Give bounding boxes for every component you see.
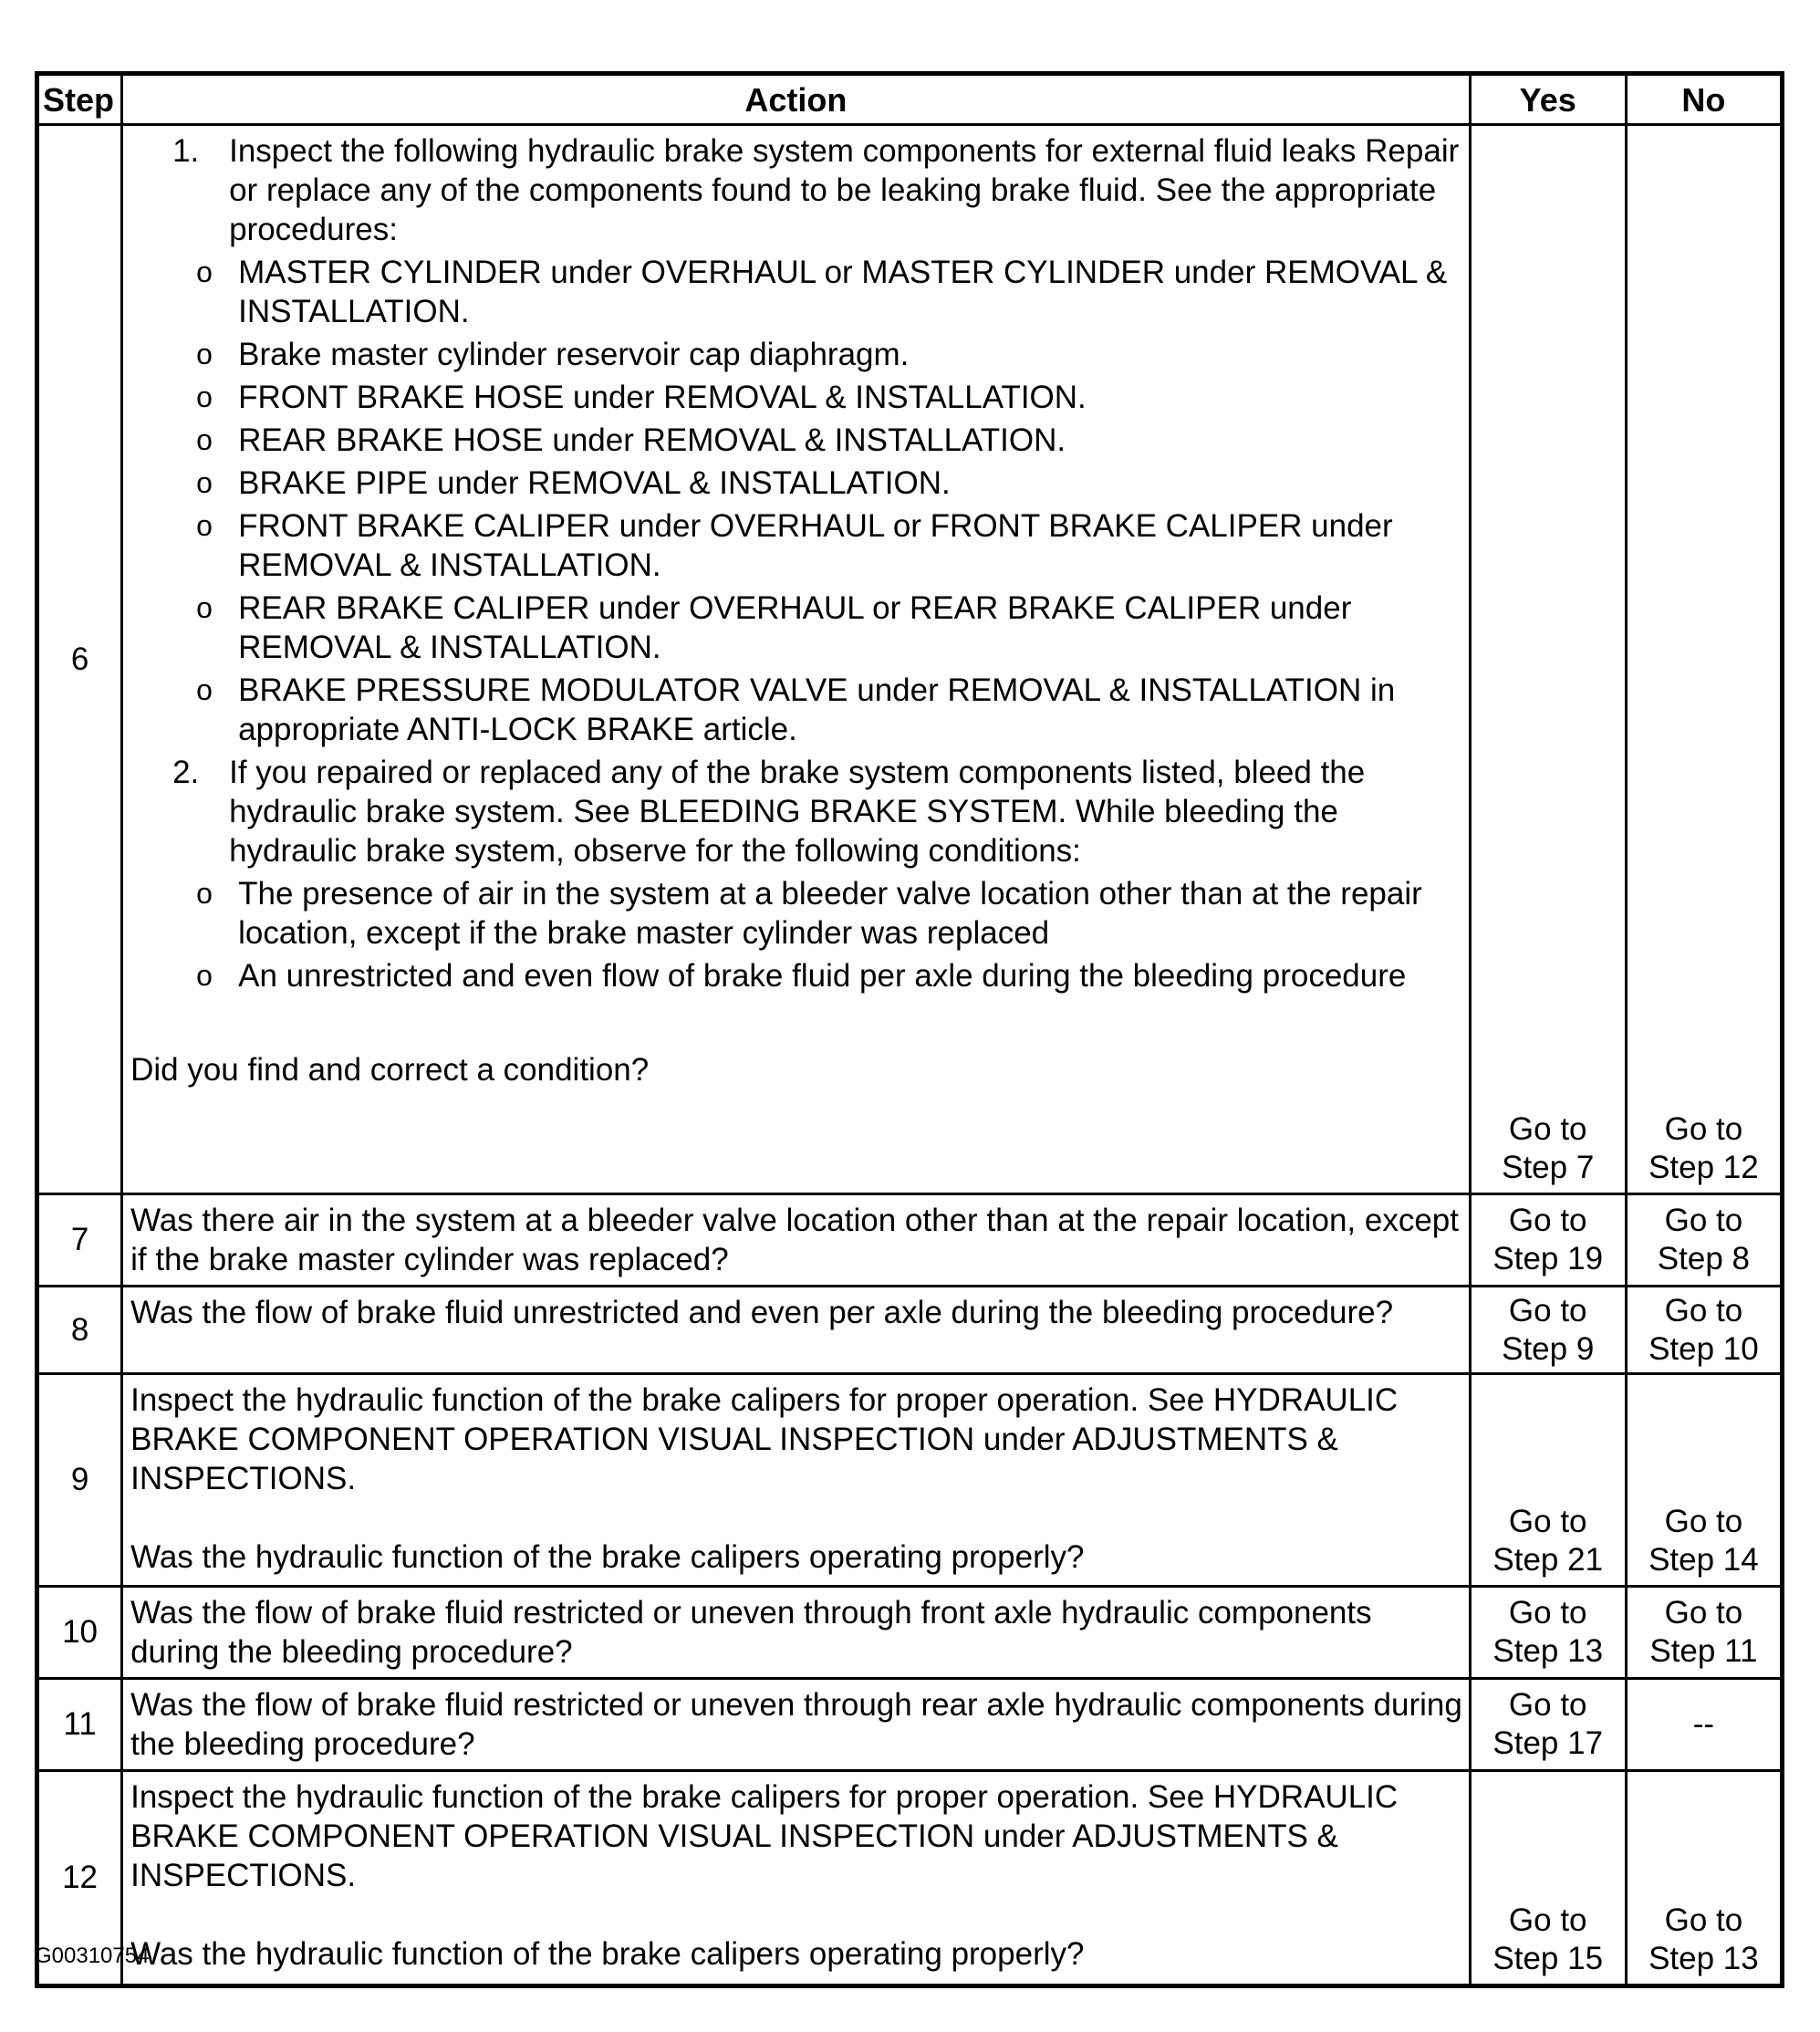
table-row: [37, 1587, 1783, 1679]
header-step: Step: [37, 74, 122, 125]
bullet-icon: o: [196, 380, 213, 413]
action-cell: [122, 1771, 1471, 1986]
no-goto: Go to: [1664, 1504, 1743, 1539]
header-no: No: [1626, 74, 1782, 125]
yes-cell: [1470, 1374, 1626, 1587]
sub-item: [196, 874, 1463, 953]
bullet-icon: o: [196, 466, 213, 499]
sub-item: [196, 464, 1463, 503]
bullet-icon: o: [196, 877, 213, 910]
sub-item: [196, 956, 1463, 995]
no-step: Step 11: [1649, 1633, 1758, 1669]
table-row: [37, 125, 1783, 1194]
no-cell: [1626, 1374, 1782, 1587]
yes-cell: [1470, 1771, 1626, 1986]
sub-item-text: BRAKE PIPE under REMOVAL & INSTALLATION.: [238, 465, 951, 501]
yes-goto: Go to: [1508, 1687, 1587, 1723]
action-text: Was the flow of brake fluid restricted or uneven through rear axle hydraulic components during the bleeding procedure?: [122, 1679, 1471, 1771]
no-cell: [1626, 1771, 1782, 1986]
sub-item-text: BRAKE PRESSURE MODULATOR VALVE under REMOVAL & INSTALLATION in appropriate ANTI-LOCK BRAKE article.: [238, 672, 1396, 747]
step-number: 6: [37, 125, 122, 1194]
header-action: Action: [122, 74, 1471, 125]
sub-item-text: FRONT BRAKE HOSE under REMOVAL & INSTALLATION.: [238, 380, 1087, 415]
sub-item-text: MASTER CYLINDER under OVERHAUL or MASTER CYLINDER under REMOVAL & INSTALLATION.: [238, 255, 1448, 329]
diagnostic-table: [35, 71, 1784, 1988]
yes-goto: Go to: [1508, 1292, 1587, 1329]
no-goto: Go to: [1664, 1111, 1743, 1147]
yes-step: Step 13: [1492, 1633, 1604, 1669]
sub-item: [196, 253, 1463, 331]
step-number: 12: [37, 1771, 122, 1986]
bullet-icon: o: [196, 673, 213, 706]
yes-goto: Go to: [1508, 1504, 1587, 1539]
yes-goto: Go to: [1508, 1111, 1587, 1147]
item-number: 2.: [172, 755, 200, 790]
yes-step: Step 7: [1502, 1150, 1595, 1185]
no-step: Step 13: [1648, 1941, 1759, 1976]
sub-item: [196, 589, 1463, 667]
yes-step: Step 21: [1492, 1542, 1604, 1578]
question-text: Did you find and correct a condition?: [130, 1052, 650, 1088]
action-text: Was the flow of brake fluid restricted or uneven through front axle hydraulic components during the bleeding procedure?: [122, 1587, 1471, 1679]
step-number: 8: [37, 1287, 122, 1374]
question-text: Was the hydraulic function of the brake calipers operating properly?: [130, 1539, 1085, 1575]
step-number: 11: [37, 1679, 122, 1771]
figure-id: G00310754: [35, 1943, 150, 1968]
no-goto: Go to: [1664, 1203, 1743, 1238]
table-row: [37, 1287, 1783, 1374]
action-cell: [122, 1374, 1471, 1587]
item-text: Inspect the following hydraulic brake system components for external fluid leaks Repair or replace any of the components found to be leaking brake fluid. See the appropriate procedures:: [229, 133, 1460, 247]
sub-item-text: FRONT BRAKE CALIPER under OVERHAUL or FRONT BRAKE CALIPER under REMOVAL & INSTALLATION.: [238, 508, 1393, 583]
no-step: Step 8: [1657, 1241, 1750, 1277]
yes-step: Step 9: [1502, 1330, 1595, 1367]
no-goto: Go to: [1664, 1595, 1743, 1631]
no-cell: [1626, 1287, 1782, 1374]
no-cell: [1626, 1194, 1782, 1287]
table-row: [37, 1679, 1783, 1771]
table-row: [37, 1771, 1783, 1986]
header-yes: Yes: [1470, 74, 1626, 125]
action-text: Inspect the hydraulic function of the brake calipers for proper operation. See HYDRAULIC BRAKE COMPONENT OPERATION VISUAL INSPECTION under ADJUSTMENTS & INSPECTIONS.: [130, 1382, 1399, 1496]
sub-item-text: REAR BRAKE CALIPER under OVERHAUL or REAR BRAKE CALIPER under REMOVAL & INSTALLATION.: [238, 590, 1352, 665]
spacer: [130, 1498, 1463, 1537]
yes-cell: [1470, 125, 1626, 1194]
no-step: Step 10: [1648, 1330, 1759, 1367]
no-cell: [1626, 1587, 1782, 1679]
header-row: [37, 74, 1783, 125]
yes-goto: Go to: [1508, 1595, 1587, 1631]
bullet-icon: o: [196, 959, 213, 992]
bullet-icon: o: [196, 255, 213, 288]
sub-item: [196, 671, 1463, 749]
sub-item-text: The presence of air in the system at a bleeder valve location other than at the repair location, except if the brake master cylinder was replaced: [238, 876, 1422, 951]
sub-item-text: REAR BRAKE HOSE under REMOVAL & INSTALLATION.: [238, 422, 1066, 458]
sub-item: [196, 506, 1463, 585]
numbered-item: [172, 131, 1463, 249]
action-text: Inspect the hydraulic function of the brake calipers for proper operation. See HYDRAULIC BRAKE COMPONENT OPERATION VISUAL INSPECTION under ADJUSTMENTS & INSPECTIONS.: [130, 1779, 1399, 1893]
bullet-icon: o: [196, 509, 213, 542]
step-number: 9: [37, 1374, 122, 1587]
spacer: [130, 1895, 1463, 1934]
no-goto: Go to: [1664, 1292, 1743, 1329]
no-step: Step 12: [1648, 1150, 1759, 1185]
numbered-item: [172, 753, 1463, 870]
yes-goto: Go to: [1508, 1902, 1587, 1938]
no-cell: --: [1626, 1679, 1782, 1771]
table-row: [37, 1374, 1783, 1587]
yes-step: Step 15: [1492, 1941, 1604, 1976]
item-number: 1.: [172, 133, 200, 169]
yes-cell: [1470, 1287, 1626, 1374]
action-text: Was the flow of brake fluid unrestricted and even per axle during the bleeding procedure?: [122, 1287, 1471, 1374]
bullet-icon: o: [196, 591, 213, 624]
yes-goto: Go to: [1508, 1203, 1587, 1238]
yes-cell: [1470, 1194, 1626, 1287]
yes-step: Step 19: [1492, 1241, 1604, 1277]
no-step: Step 14: [1648, 1542, 1759, 1578]
sub-item-text: An unrestricted and even flow of brake fluid per axle during the bleeding procedure: [238, 958, 1407, 994]
step-number: 10: [37, 1587, 122, 1679]
sub-item-text: Brake master cylinder reservoir cap diaphragm.: [238, 337, 910, 372]
question-text: Was the hydraulic function of the brake calipers operating properly?: [130, 1936, 1085, 1972]
sub-item: [196, 378, 1463, 417]
sub-item: [196, 335, 1463, 374]
yes-cell: [1470, 1679, 1626, 1771]
action-text: Was there air in the system at a bleeder valve location other than at the repair location, except if the brake master cylinder was replaced?: [122, 1194, 1471, 1287]
no-goto: Go to: [1664, 1902, 1743, 1938]
no-cell: [1626, 125, 1782, 1194]
bullet-icon: o: [196, 423, 213, 456]
step-number: 7: [37, 1194, 122, 1287]
sub-list: [130, 874, 1463, 995]
action-cell: [122, 125, 1471, 1194]
yes-step: Step 17: [1492, 1725, 1604, 1761]
yes-cell: [1470, 1587, 1626, 1679]
table-row: [37, 1194, 1783, 1287]
item-text: If you repaired or replaced any of the brake system components listed, bleed the hydraulic brake system. See BLEEDING BRAKE SYSTEM. While bleeding the hydraulic brake system, observe for the following conditions:: [229, 755, 1366, 869]
sub-list: [130, 253, 1463, 749]
sub-item: [196, 421, 1463, 460]
bullet-icon: o: [196, 338, 213, 370]
